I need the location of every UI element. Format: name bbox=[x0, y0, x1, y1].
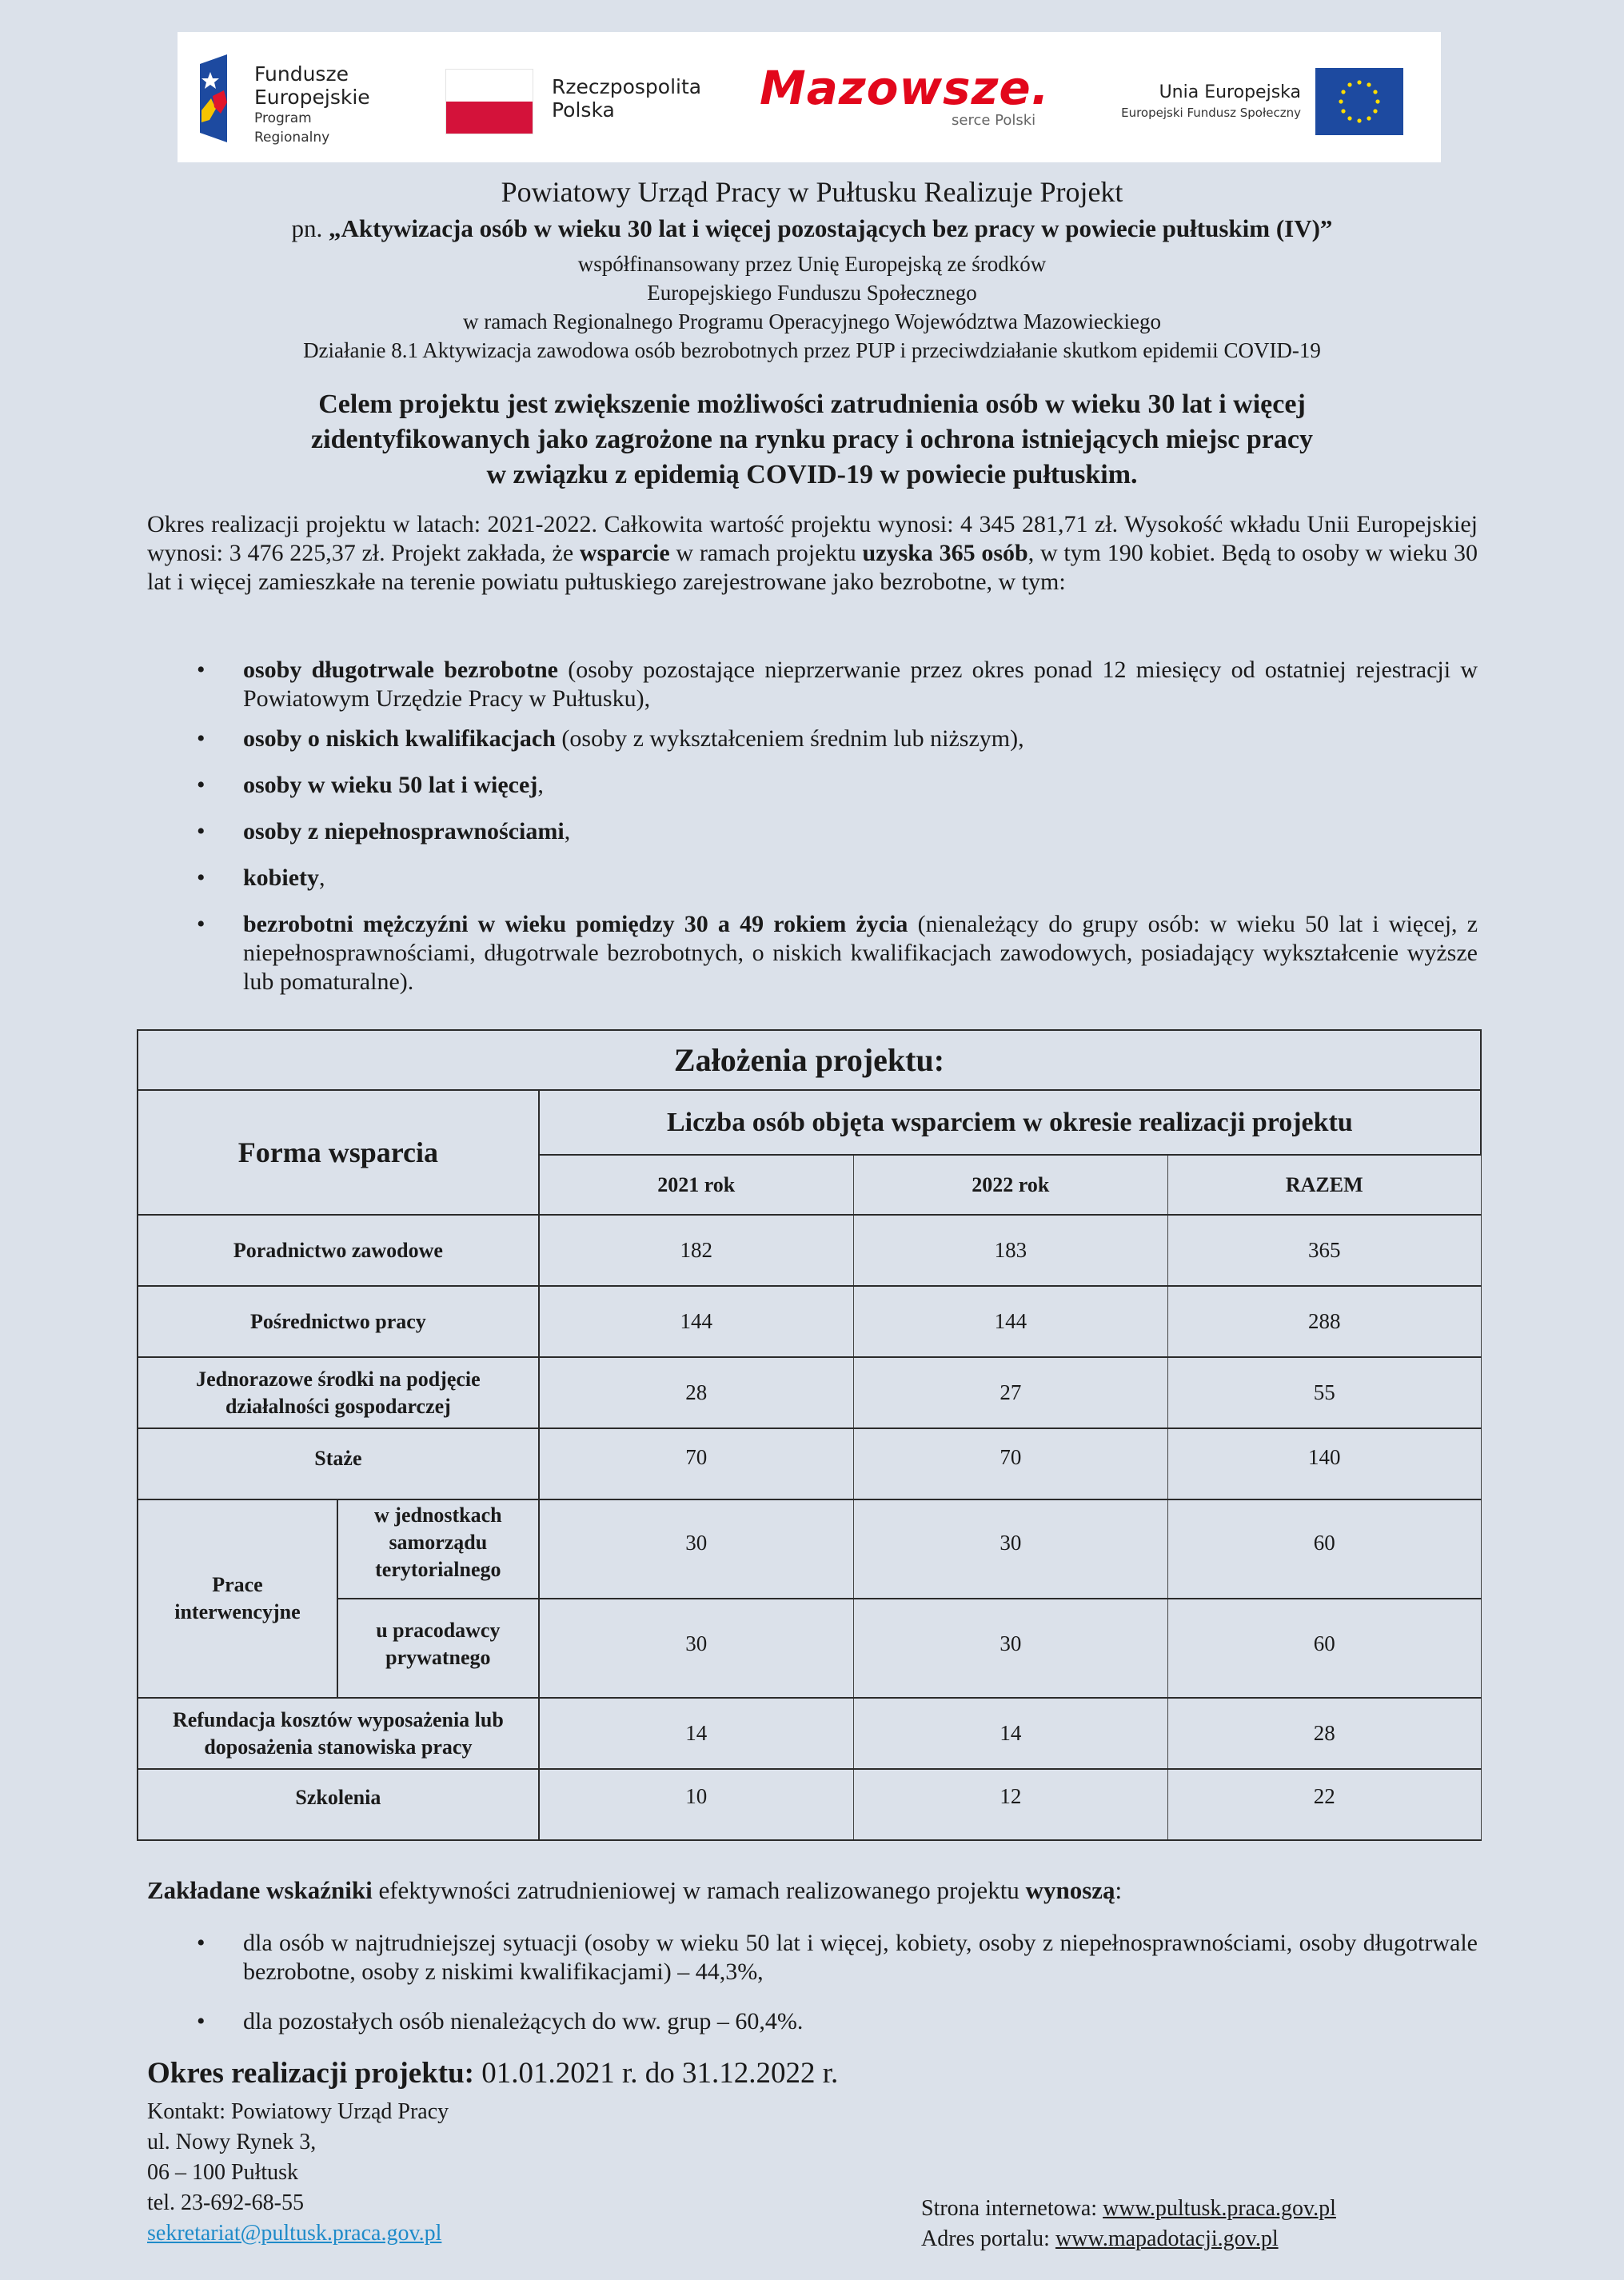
project-title bbox=[0, 213, 1624, 245]
cofinancing-line: współfinansowany przez Unię Europejską ze środków bbox=[577, 252, 1047, 276]
table-row bbox=[138, 1357, 1481, 1428]
sub-row-label: w jednostkach samorządu terytorialnego bbox=[337, 1499, 539, 1599]
goal-line2: zidentyfikowanych jako zagrożone na rynku pracy i ochrona istniejących miejsc pracy bbox=[311, 425, 1313, 454]
bullet-icon: • bbox=[197, 657, 205, 683]
contact-email-link[interactable]: sekretariat@pultusk.praca.gov.pl bbox=[147, 2221, 442, 2246]
rzeczpospolita-line1: Rzeczpospolita bbox=[552, 75, 702, 98]
group-bold: bezrobotni mężczyźni w wieku pomiędzy 30 a 49 rokiem życia bbox=[243, 911, 908, 937]
website-link[interactable]: www.pultusk.praca.gov.pl bbox=[1103, 2196, 1336, 2221]
cell-total: 28 bbox=[1168, 1698, 1482, 1769]
measure-line: Działanie 8.1 Aktywizacja zawodowa osób bezrobotnych przez PUP i przeciwdziałanie skutkom epidemii COVID-19 bbox=[303, 338, 1321, 362]
bullet-icon: • bbox=[197, 2008, 205, 2034]
office-heading: Powiatowy Urząd Pracy w Pułtusku Realizuje Projekt bbox=[501, 176, 1123, 208]
table-title: Założenia projektu: bbox=[138, 1030, 1481, 1090]
website-label: Strona internetowa: bbox=[921, 2196, 1103, 2221]
cell-2021: 144 bbox=[539, 1286, 853, 1357]
indicator-text: dla osób w najtrudniejszej sytuacji (osoby w wieku 50 lat i więcej, kobiety, osoby z niepełnosprawnościami, osoby długotrwale bezrobotne, osoby z niskimi kwalifikacjami) – 44,3%, bbox=[243, 1930, 1478, 1985]
portal-label: Adres portalu: bbox=[921, 2226, 1055, 2251]
cell-2022: 12 bbox=[853, 1769, 1167, 1840]
list-item bbox=[147, 2007, 1478, 2036]
cell-2022: 30 bbox=[853, 1499, 1167, 1599]
group-text: , bbox=[319, 864, 325, 891]
fundusze-europejskie-icon bbox=[200, 54, 227, 142]
indicators-bold-2: wynoszą bbox=[1025, 1876, 1115, 1904]
indicators-bold-1: Zakładane wskaźniki bbox=[147, 1876, 373, 1904]
project-name: „Aktywizacja osób w wieku 30 lat i więcej pozostających bez pracy w powiecie pułtuskim (IV)” bbox=[329, 214, 1333, 242]
cell-total: 140 bbox=[1168, 1428, 1482, 1499]
cell-total: 22 bbox=[1168, 1769, 1482, 1840]
target-groups-list bbox=[147, 656, 1478, 996]
table-row bbox=[138, 1698, 1481, 1769]
mazowsze-sub: serce Polski bbox=[952, 112, 1036, 129]
links-block bbox=[921, 2194, 1336, 2254]
row-label: Refundacja kosztów wyposażenia lub doposażenia stanowiska pracy bbox=[138, 1698, 539, 1769]
cell-total: 60 bbox=[1168, 1499, 1482, 1599]
period-value: 01.01.2021 r. do 31.12.2022 r. bbox=[474, 2057, 839, 2090]
intro-paragraph bbox=[147, 510, 1478, 597]
ue-title: Unia Europejska bbox=[1159, 82, 1301, 102]
row-group-label: Prace interwencyjne bbox=[138, 1499, 337, 1698]
goal-line3: w związku z epidemią COVID-19 w powiecie pułtuskim. bbox=[486, 460, 1138, 489]
list-item bbox=[147, 656, 1478, 713]
cell-2021: 10 bbox=[539, 1769, 853, 1840]
cell-2021: 28 bbox=[539, 1357, 853, 1428]
column-header-form: Forma wsparcia bbox=[138, 1090, 539, 1215]
table-row bbox=[138, 1215, 1481, 1286]
intro-text-3: , w tym 190 kobiet. Będą to osoby w wieku 30 lat i więcej zamieszkałe na terenie powiatu pułtuskiego zarejestrowane jako bezrobotne, w tym: bbox=[147, 540, 1478, 595]
row-label: Poradnictwo zawodowe bbox=[138, 1215, 539, 1286]
list-item bbox=[147, 725, 1478, 753]
table-row bbox=[138, 1428, 1481, 1499]
cell-2022: 27 bbox=[853, 1357, 1167, 1428]
fundusze-line1: Fundusze bbox=[254, 62, 349, 86]
group-bold: kobiety bbox=[243, 864, 320, 891]
logo-banner bbox=[178, 32, 1441, 162]
row-label: Jednorazowe środki na podjęcie działalności gospodarczej bbox=[138, 1357, 539, 1428]
indicators-text-1: efektywności zatrudnieniowej w ramach realizowanego projektu bbox=[372, 1876, 1026, 1904]
intro-text-2: w ramach projektu bbox=[669, 540, 863, 566]
row-label: Pośrednictwo pracy bbox=[138, 1286, 539, 1357]
contact-phone: tel. 23-692-68-55 bbox=[147, 2190, 304, 2215]
group-text: , bbox=[537, 772, 544, 798]
list-item bbox=[147, 910, 1478, 996]
indicators-list bbox=[147, 1929, 1478, 2036]
table-row bbox=[138, 1599, 1481, 1698]
project-goal bbox=[0, 387, 1624, 493]
goal-line1: Celem projektu jest zwiększenie możliwości zatrudnienia osób w wieku 30 lat i więcej bbox=[318, 389, 1306, 419]
group-bold: osoby o niskich kwalifikacjach bbox=[243, 725, 556, 752]
bullet-icon: • bbox=[197, 818, 205, 845]
polish-flag-icon bbox=[445, 69, 533, 134]
cell-2022: 144 bbox=[853, 1286, 1167, 1357]
list-item bbox=[147, 817, 1478, 846]
table-row bbox=[138, 1769, 1481, 1840]
mazowsze-logo: Mazowsze. bbox=[760, 61, 1050, 115]
cell-total: 365 bbox=[1168, 1215, 1482, 1286]
program-line: w ramach Regionalnego Programu Operacyjnego Województwa Mazowieckiego bbox=[462, 309, 1162, 333]
fundusze-line2: Europejskie bbox=[254, 86, 370, 109]
cell-2021: 30 bbox=[539, 1599, 853, 1698]
table-row bbox=[138, 1499, 1481, 1599]
bullet-icon: • bbox=[197, 1930, 205, 1956]
indicator-text: dla pozostałych osób nienależących do ww. grup – 60,4%. bbox=[243, 2008, 804, 2034]
eu-flag-icon bbox=[1315, 68, 1403, 135]
cell-2022: 183 bbox=[853, 1215, 1167, 1286]
group-bold: osoby w wieku 50 lat i więcej bbox=[243, 772, 538, 798]
cell-2022: 30 bbox=[853, 1599, 1167, 1698]
cell-total: 288 bbox=[1168, 1286, 1482, 1357]
period-label: Okres realizacji projektu: bbox=[147, 2057, 474, 2090]
project-assumptions-table bbox=[137, 1029, 1482, 1841]
group-text: (osoby pozostające nieprzerwanie przez okres ponad 12 miesięcy od ostatniej rejestracji w Powiatowym Urzędzie Pracy w Pułtusku), bbox=[243, 657, 1478, 712]
intro-bold-1: wsparcie bbox=[579, 540, 670, 566]
project-prefix: pn. bbox=[291, 214, 329, 242]
realization-period bbox=[147, 2055, 838, 2092]
table-row bbox=[138, 1286, 1481, 1357]
list-item bbox=[147, 771, 1478, 800]
cell-2021: 70 bbox=[539, 1428, 853, 1499]
row-label: Szkolenia bbox=[138, 1769, 539, 1840]
bullet-icon: • bbox=[197, 772, 205, 798]
fundusze-sub: Program Regionalny bbox=[254, 110, 330, 146]
contact-street: ul. Nowy Rynek 3, bbox=[147, 2130, 317, 2154]
intro-text-1: Okres realizacji projektu w latach: 2021-2022. Całkowita wartość projektu wynosi: 4 345 281,71 zł. Wysokość wkładu Unii Europejskiej wynosi: 3 476 225,37 zł. Projekt zakłada, że bbox=[147, 511, 1478, 566]
group-text: , bbox=[564, 818, 571, 845]
group-text: (osoby z wykształceniem średnim lub niższym), bbox=[555, 725, 1024, 752]
cell-2021: 14 bbox=[539, 1698, 853, 1769]
contact-city: 06 – 100 Pułtusk bbox=[147, 2160, 299, 2185]
cell-2022: 70 bbox=[853, 1428, 1167, 1499]
contact-block bbox=[147, 2097, 449, 2249]
group-text: (nienależący do grupy osób: w wieku 50 lat i więcej, z niepełnosprawnościami, długotrwale bezrobotnych, o niskich kwalifikacjach zawodowych, posiadający wykształcenie wyższe lub pomaturalne). bbox=[243, 911, 1478, 995]
cell-2021: 30 bbox=[539, 1499, 853, 1599]
indicators-text-2: : bbox=[1115, 1876, 1123, 1904]
ue-sub: Europejski Fundusz Społeczny bbox=[1121, 106, 1301, 120]
sub-row-label: u pracodawcy prywatnego bbox=[337, 1599, 539, 1698]
bullet-icon: • bbox=[197, 725, 205, 752]
indicators-heading bbox=[147, 1875, 1122, 1907]
row-label: Staże bbox=[138, 1428, 539, 1499]
rzeczpospolita-logo-text bbox=[552, 75, 701, 122]
cell-2022: 14 bbox=[853, 1698, 1167, 1769]
rzeczpospolita-line2: Polska bbox=[552, 98, 615, 122]
column-header-group: Liczba osób objęta wsparciem w okresie realizacji projektu bbox=[539, 1090, 1481, 1155]
group-bold: osoby z niepełnosprawnościami bbox=[243, 818, 565, 845]
intro-bold-2: uzyska 365 osób bbox=[862, 540, 1028, 566]
bullet-icon: • bbox=[197, 911, 205, 937]
ue-logo-text bbox=[1121, 82, 1301, 122]
portal-link[interactable]: www.mapadotacji.gov.pl bbox=[1055, 2226, 1279, 2251]
column-header-2021: 2021 rok bbox=[539, 1155, 853, 1215]
list-item bbox=[147, 864, 1478, 892]
column-header-2022: 2022 rok bbox=[853, 1155, 1167, 1215]
cell-total: 55 bbox=[1168, 1357, 1482, 1428]
contact-office: Kontakt: Powiatowy Urząd Pracy bbox=[147, 2099, 449, 2124]
column-header-total: RAZEM bbox=[1168, 1155, 1482, 1215]
fund-line: Europejskiego Funduszu Społecznego bbox=[647, 281, 977, 305]
list-item bbox=[147, 1929, 1478, 1987]
group-bold: osoby długotrwale bezrobotne bbox=[243, 657, 558, 683]
bullet-icon: • bbox=[197, 864, 205, 891]
cell-2021: 182 bbox=[539, 1215, 853, 1286]
cell-total: 60 bbox=[1168, 1599, 1482, 1698]
